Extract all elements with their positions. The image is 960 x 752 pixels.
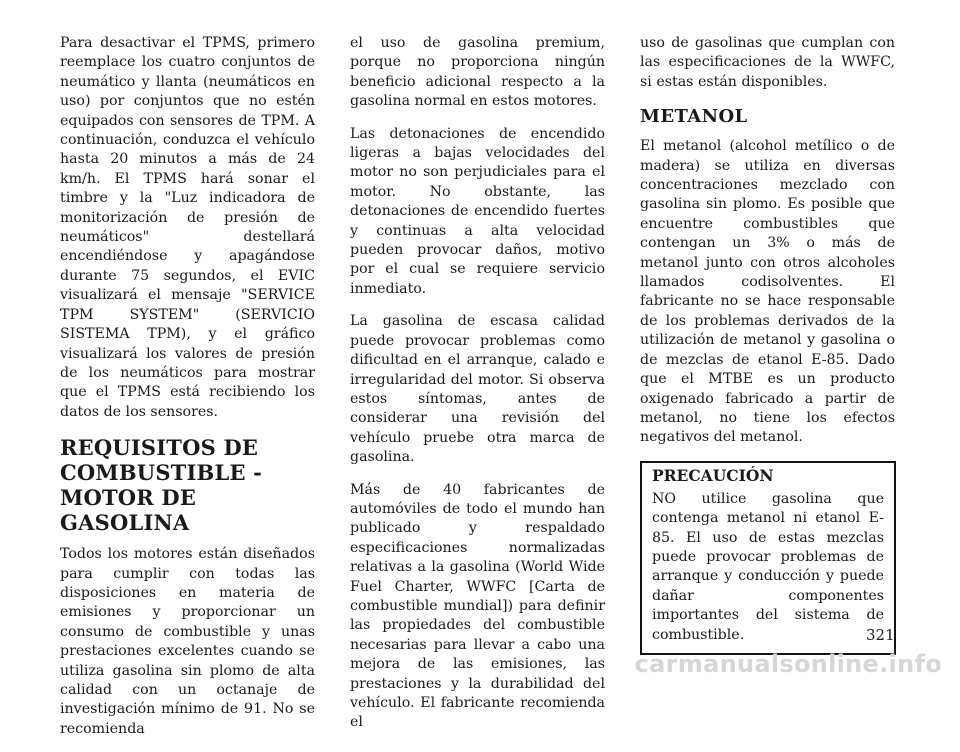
column-middle [350,34,605,746]
engine-design-paragraph: Todos los motores están diseñados para cumplir con todas las disposiciones en materia de emisiones y proporcionar un consumo de combustible y unas prestaciones excelentes cuando se utiliza gasolina sin plomo de alta calidad con un octanaje de investigación mínimo de 91. No se recomienda [60,546,315,737]
premium-fuel-paragraph: el uso de gasolina premium, porque no proporciona ningún beneficio adicional respecto a la gasolina normal en estos motores. [350,35,605,110]
wwfc-continued-paragraph: uso de gasolinas que cumplan con las especificaciones de la WWFC, si estas están disponibles. [640,35,895,90]
tpms-deactivation-paragraph: Para desactivar el TPMS, primero reemplace los cuatro conjuntos de neumático y llanta (neumáticos en uso) por conjuntos que no estén equipados con sensores de TPM. A continuación, conduzca el vehículo hasta 20 minutos a más de 24 km/h. El TPMS hará sonar el timbre y la "Luz indicadora de monitorización de presión de neumáticos" destellará encendiéndose y apagándose durante 75 segundos, el EVIC visualizará el mensaje "SERVICE TPM SYSTEM" (SERVICIO SISTEMA TPM), y el gráfico visualizará los valores de presión de los neumáticos para mostrar que el TPMS está recibiendo los datos de los sensores. [60,35,315,420]
methanol-paragraph: El metanol (alcohol metílico o de madera) se utiliza en diversas concentraciones mezclado con gasolina sin plomo. Es posible que encuentre combustibles que contengan un 3% o más de metanol junto con otros alcoholes llamados codisolventes. El fabricante no se hace responsable de los problemas derivados de la utilización de metanol y gasolina o de mezclas de etanol E-85. Dado que el MTBE es un producto oxigenado fabricado a partir de metanol, no tiene los efectos negativos del metanol. [640,138,895,446]
column-right [640,34,895,655]
caution-title: PRECAUCIÓN [652,465,774,485]
caution-box [640,461,896,655]
poor-fuel-paragraph: La gasolina de escasa calidad puede provocar problemas como dificultad en el arranque, calado e irregularidad del motor. Si observa estos síntomas, antes de considerar una revisión del vehículo pruebe otra marca de gasolina. [350,313,605,466]
watermark: carmanualsonline.info [634,650,942,678]
page-number: 321 [866,626,895,644]
fuel-requirements-heading: REQUISITOS DE COMBUSTIBLE - MOTOR DE GASOLINA [60,435,263,536]
column-left [60,34,315,752]
methanol-heading: METANOL [640,106,748,128]
caution-text: NO utilice gasolina que contenga metanol ni etanol E-85. El uso de estas mezclas puede provocar problemas de arranque y conducción y puede dañar componentes importantes del sistema de combustible. [652,490,884,643]
spark-knock-paragraph: Las detonaciones de encendido ligeras a bajas velocidades del motor no son perjudiciales para el motor. No obstante, las detonaciones de encendido fuertes y continuas a alta velocidad pueden provocar daños, motivo por el cual se requiere servicio inmediato. [350,125,605,297]
wwfc-paragraph: Más de 40 fabricantes de automóviles de todo el mundo han publicado y respaldado especificaciones normalizadas relativas a la gasolina (World Wide Fuel Charter, WWFC [Carta de combustible mundial]) para definir las propiedades del combustible necesarias para llevar a cabo una mejora de las emisiones, las prestaciones y la durabilidad del vehículo. El fabricante recomienda el [350,481,605,731]
